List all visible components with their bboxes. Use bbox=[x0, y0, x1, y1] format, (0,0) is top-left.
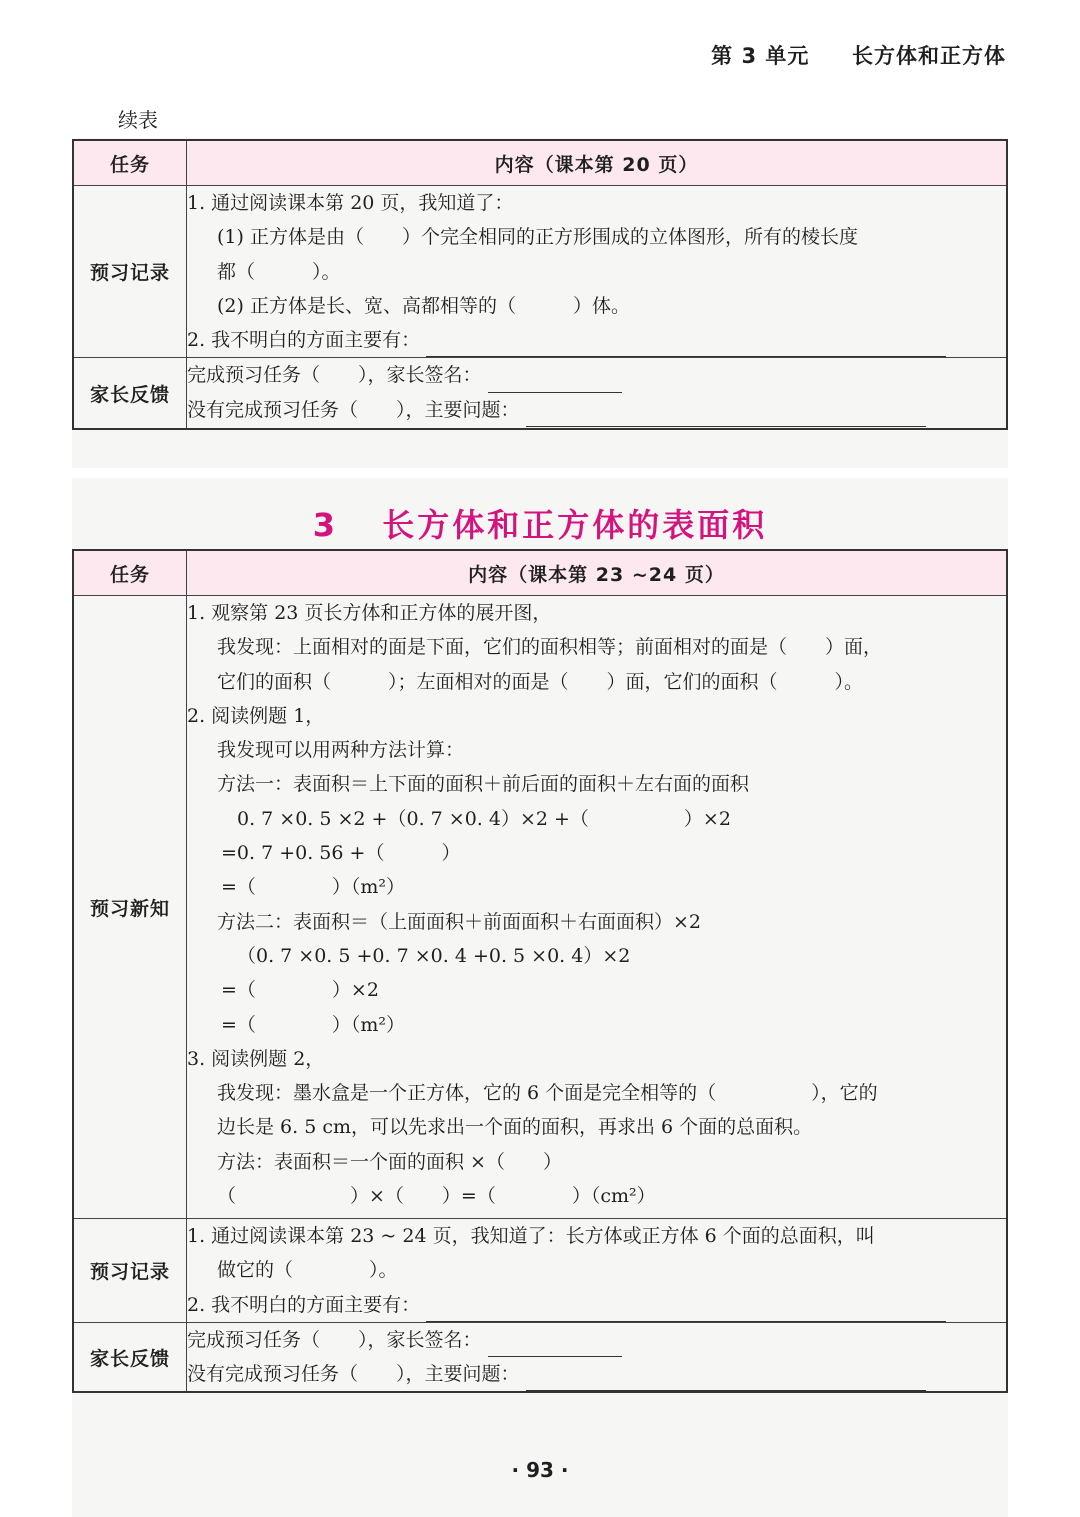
text-line: 方法：表面积＝一个面的面积 ×（ ） bbox=[217, 1150, 562, 1173]
text-line-label: 2. 我不明白的方面主要有： bbox=[187, 1293, 421, 1316]
table-row bbox=[73, 1322, 1007, 1392]
text-line: =（ ）（m²） bbox=[221, 876, 406, 899]
row-content-preview-record bbox=[187, 1219, 1008, 1323]
table-row bbox=[73, 1219, 1007, 1323]
text-line: 1. 观察第 23 页长方体和正方体的展开图， bbox=[187, 602, 552, 624]
text-line: 做它的（ ）。 bbox=[217, 1259, 398, 1282]
text-line: =0. 7 +0. 56 +（ ） bbox=[221, 842, 461, 865]
text-line: 我发现：上面相对的面是下面，它们的面积相等；前面相对的面是（ ）面， bbox=[217, 636, 883, 659]
continued-label: 续表 bbox=[118, 108, 158, 132]
unit-number: 第 3 单元 bbox=[711, 44, 810, 68]
text-line bbox=[187, 393, 1006, 427]
text-line: 2. 阅读例题 1， bbox=[187, 704, 325, 727]
section-title-text: 长方体和正方体的表面积 bbox=[382, 506, 768, 544]
answer-blank[interactable] bbox=[426, 334, 946, 357]
row-label-new-knowledge: 预习新知 bbox=[73, 596, 187, 1219]
text-line: （ ）×（ ）=（ ）（cm²） bbox=[217, 1185, 656, 1208]
text-line bbox=[187, 1323, 1006, 1357]
text-line: =（ ）（m²） bbox=[221, 1013, 406, 1036]
unit-title: 长方体和正方体 bbox=[852, 44, 1006, 68]
text-line-label: 2. 我不明白的方面主要有： bbox=[187, 329, 421, 352]
header-content: 内容（课本第 20 页） bbox=[187, 140, 1008, 186]
text-line: 方法二：表面积＝（上面面积＋前面面积＋右面面积）×2 bbox=[217, 910, 702, 933]
table-row bbox=[73, 358, 1007, 430]
row-content-new-knowledge bbox=[187, 596, 1008, 1219]
table-header-row bbox=[73, 140, 1007, 186]
problem-blank[interactable] bbox=[526, 1368, 926, 1391]
text-line: 我发现：墨水盒是一个正方体，它的 6 个面是完全相等的（ ），它的 bbox=[217, 1082, 878, 1105]
section-title bbox=[0, 500, 1080, 546]
text-line-label: 完成预习任务（ ），家长签名： bbox=[187, 1328, 482, 1351]
header-task: 任务 bbox=[73, 140, 187, 186]
row-content-preview-record bbox=[187, 186, 1008, 358]
text-line: (1) 正方体是由（ ）个完全相同的正方形围成的立体图形，所有的棱长度 bbox=[217, 226, 858, 249]
text-line: 1. 通过阅读课本第 23 ~ 24 页，我知道了：长方体或正方体 6 个面的总面积，叫 bbox=[187, 1225, 875, 1247]
signature-blank[interactable] bbox=[488, 1334, 622, 1357]
text-line: （0. 7 ×0. 5 +0. 7 ×0. 4 +0. 5 ×0. 4）×2 bbox=[237, 944, 631, 967]
row-content-parent-feedback bbox=[187, 1322, 1008, 1392]
preview-table-1 bbox=[72, 139, 1008, 430]
table-row bbox=[73, 596, 1007, 1219]
text-line: =（ ）×2 bbox=[221, 979, 379, 1002]
answer-blank[interactable] bbox=[426, 1299, 946, 1322]
text-line: 方法一：表面积＝上下面的面积＋前后面的面积＋左右面的面积 bbox=[217, 773, 750, 796]
text-line: 边长是 6. 5 cm，可以先求出一个面的面积，再求出 6 个面的总面积。 bbox=[217, 1116, 813, 1139]
problem-blank[interactable] bbox=[526, 404, 926, 427]
text-line-label: 没有完成预习任务（ ），主要问题： bbox=[187, 1363, 520, 1386]
table-row bbox=[73, 186, 1007, 358]
table-header-row bbox=[73, 550, 1007, 596]
page-number: · 93 · bbox=[511, 1458, 569, 1482]
row-label-parent-feedback: 家长反馈 bbox=[73, 1322, 187, 1392]
text-line: 0. 7 ×0. 5 ×2 +（0. 7 ×0. 4）×2 +（ ）×2 bbox=[237, 807, 731, 830]
text-line bbox=[187, 1357, 1006, 1391]
text-line: (2) 正方体是长、宽、高都相等的（ ）体。 bbox=[217, 294, 630, 317]
row-label-preview-record: 预习记录 bbox=[73, 1219, 187, 1323]
header-content: 内容（课本第 23 ~24 页） bbox=[187, 550, 1008, 596]
text-line bbox=[187, 358, 1006, 392]
text-line bbox=[187, 323, 1006, 357]
text-line: 1. 通过阅读课本第 20 页，我知道了： bbox=[187, 192, 514, 214]
text-line bbox=[187, 1288, 1006, 1322]
row-label-parent-feedback: 家长反馈 bbox=[73, 358, 187, 430]
section-number: 3 bbox=[312, 506, 339, 544]
text-line-label: 没有完成预习任务（ ），主要问题： bbox=[187, 398, 520, 421]
row-label-preview-record: 预习记录 bbox=[73, 186, 187, 358]
text-line: 3. 阅读例题 2， bbox=[187, 1047, 325, 1070]
unit-header bbox=[711, 40, 1006, 70]
text-line: 我发现可以用两种方法计算： bbox=[217, 739, 465, 762]
text-line: 都（ ）。 bbox=[217, 260, 341, 283]
header-task: 任务 bbox=[73, 550, 187, 596]
row-content-parent-feedback bbox=[187, 358, 1008, 430]
text-line: 它们的面积（ ）；左面相对的面是（ ）面，它们的面积（ ）。 bbox=[217, 670, 864, 693]
signature-blank[interactable] bbox=[488, 370, 622, 393]
preview-table-2 bbox=[72, 549, 1008, 1393]
text-line-label: 完成预习任务（ ），家长签名： bbox=[187, 364, 482, 387]
